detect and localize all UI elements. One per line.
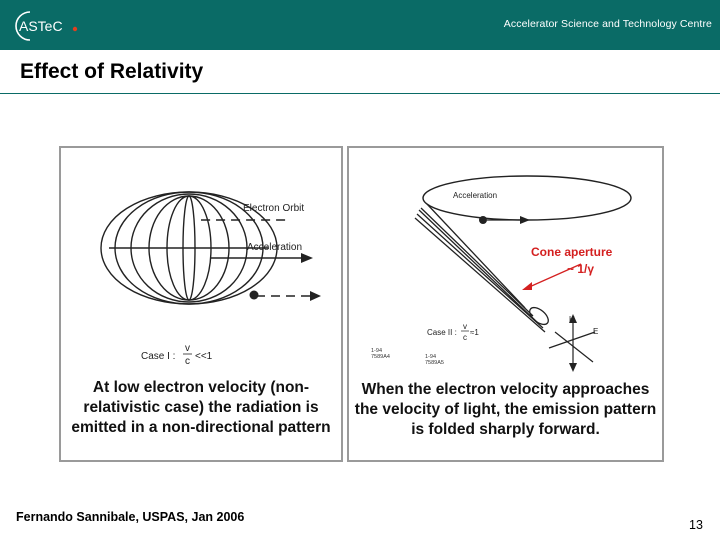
- slide-title: Effect of Relativity: [20, 60, 204, 83]
- svg-text:1-94: 1-94: [371, 348, 383, 354]
- h-axis-label: H: [569, 315, 575, 324]
- electron-dot: [250, 291, 259, 300]
- case-two-formula: [427, 322, 479, 342]
- acceleration-label: Acceleration: [453, 191, 498, 200]
- svg-text:<<1: <<1: [195, 351, 213, 362]
- centre-name: Accelerator Science and Technology Centre: [503, 18, 712, 30]
- cone-aperture-formula: ~ 1/γ: [567, 262, 595, 276]
- svg-text:≈1: ≈1: [470, 328, 479, 337]
- svg-text:Case II :: Case II :: [427, 328, 457, 337]
- svg-text:1-94: 1-94: [425, 354, 437, 360]
- cone-aperture-label: Cone aperture: [531, 245, 613, 259]
- footer-author: Fernando Sannibale, USPAS, Jan 2006: [16, 510, 245, 524]
- non-relativistic-figure: [59, 146, 343, 462]
- svg-text:c: c: [463, 333, 467, 342]
- figure-codes: [371, 348, 444, 366]
- header-bar: [0, 0, 720, 50]
- logo-text: ASTeC: [19, 18, 63, 34]
- acceleration-arrowhead: [520, 216, 530, 224]
- electron-dot: [479, 216, 487, 224]
- non-relativistic-caption: At low electron velocity (non-relativistic case) the radiation is emitted in a non-directional pattern: [71, 379, 331, 436]
- relativistic-figure: [347, 146, 664, 462]
- acceleration-arrowhead: [301, 253, 313, 263]
- orbit-arrowhead: [310, 291, 321, 301]
- acceleration-label: Acceleration: [247, 242, 303, 253]
- svg-text:Case I :: Case I :: [141, 351, 176, 362]
- svg-text:v: v: [463, 322, 467, 331]
- e-axis-label: E: [593, 327, 599, 336]
- field-axes: [549, 318, 595, 368]
- page-number: 13: [689, 518, 703, 532]
- astec-logo: [10, 8, 80, 44]
- title-divider: [0, 93, 720, 94]
- electron-orbit-label: Electron Orbit: [243, 203, 305, 214]
- svg-text:7589A4: 7589A4: [371, 354, 390, 360]
- case-one-formula: [141, 343, 213, 367]
- svg-text:v: v: [185, 343, 190, 354]
- svg-text:7589A5: 7589A5: [425, 360, 444, 366]
- svg-text:c: c: [185, 356, 190, 367]
- relativistic-caption: When the electron velocity approaches the velocity of light, the emission pattern is folded sharply forward.: [354, 381, 657, 438]
